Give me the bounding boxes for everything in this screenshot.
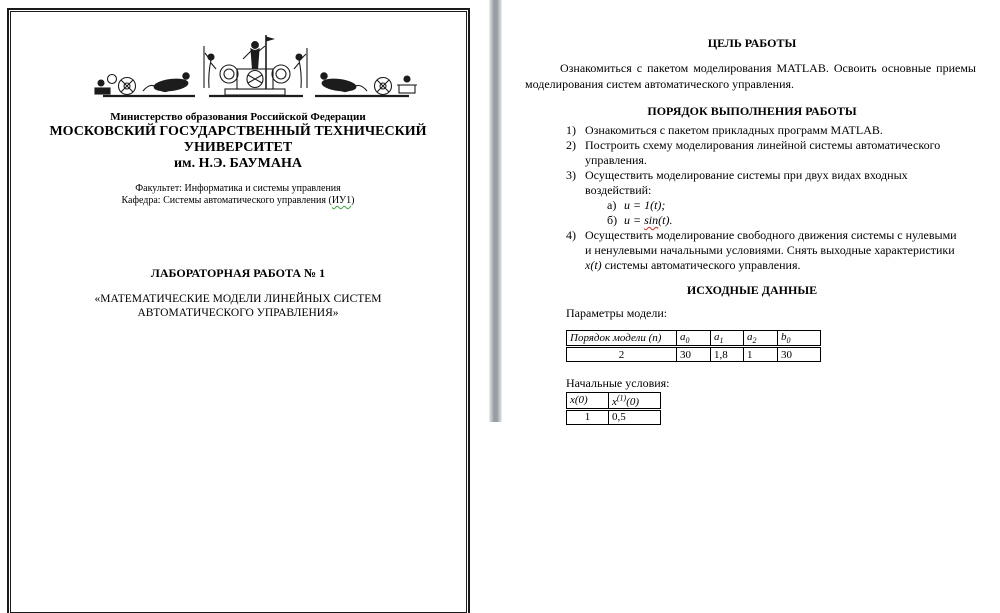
faculty-department-block xyxy=(12,183,464,207)
list-item xyxy=(566,123,960,138)
list-subitem xyxy=(607,213,960,228)
list-item-number: 4) xyxy=(566,228,576,242)
list-item xyxy=(566,138,960,168)
list-item-number: 3) xyxy=(566,168,576,182)
input-signal-formula xyxy=(624,213,672,227)
faculty-line: Факультет: Информатика и системы управления xyxy=(135,183,341,194)
department-code-grammar-flag: ИУ1 xyxy=(331,195,352,206)
list-item xyxy=(566,168,960,198)
lab-work-subtitle-line1: «МАТЕМАТИЧЕСКИЕ МОДЕЛИ ЛИНЕЙНЫХ СИСТЕМ xyxy=(94,293,382,305)
table-cell: 1 xyxy=(744,347,778,362)
initial-data-heading: ИСХОДНЫЕ ДАННЫЕ xyxy=(686,283,818,297)
table-header-cell xyxy=(567,331,677,347)
table-header-cell xyxy=(711,331,744,347)
university-emblem-icon xyxy=(85,33,425,107)
list-item xyxy=(566,228,960,273)
ministry-line: Министерство образования Российской Федерации xyxy=(110,111,366,123)
department-line xyxy=(12,195,464,207)
table-cell: 1 xyxy=(567,409,609,424)
lab-work-subtitle-line2: АВТОМАТИЧЕСКОГО УПРАВЛЕНИЯ» xyxy=(137,306,339,319)
header-x1-0: $x^{(1)}(0)$ xyxy=(612,393,640,408)
table-header-cell xyxy=(677,331,711,347)
department-text-post: ) xyxy=(351,195,355,206)
table-header-cell xyxy=(778,331,821,347)
model-parameters-table xyxy=(566,330,821,362)
title-page xyxy=(0,0,489,422)
output-signal-formula: x(t) xyxy=(585,258,602,272)
subitem-letter: б) xyxy=(607,213,618,227)
table-header-row xyxy=(567,393,661,410)
table-cell: 2 xyxy=(567,347,677,362)
list-item-number: 2) xyxy=(566,138,576,152)
lab-work-subtitle xyxy=(12,293,464,320)
header-a0: $a_0$ xyxy=(680,331,690,346)
formula-post: (t). xyxy=(658,213,673,227)
header-model-order: Порядок модели (n) xyxy=(570,332,662,345)
table-header-cell xyxy=(744,331,778,347)
header-x0: x(0) xyxy=(570,394,588,407)
table-cell: 30 xyxy=(677,347,711,362)
content-page xyxy=(502,0,1000,422)
list-item-text: Осуществить моделирование системы при двух видах входных воздействий: xyxy=(585,168,908,197)
table-row xyxy=(567,347,821,362)
department-text-pre: Кафедра: Системы автоматического управления ( xyxy=(121,195,332,206)
header-a1: $a_1$ xyxy=(714,331,724,346)
table-cell: 30 xyxy=(778,347,821,362)
subitem-letter: а) xyxy=(607,198,617,212)
table-cell: 1,8 xyxy=(711,347,744,362)
page-gap xyxy=(489,0,502,422)
table-header-row xyxy=(567,331,821,347)
item4-text-after: системы автоматического управления. xyxy=(601,258,801,272)
table-header-cell xyxy=(609,393,661,410)
university-name-line1: МОСКОВСКИЙ ГОСУДАРСТВЕННЫЙ ТЕХНИЧЕСКИЙ xyxy=(49,124,427,139)
input-signal-formula: u = 1(t); xyxy=(624,198,666,212)
initial-conditions-table xyxy=(566,392,661,425)
formula-pre: u = xyxy=(624,213,645,227)
university-name-line3: им. Н.Э. БАУМАНА xyxy=(173,156,303,171)
procedure-list xyxy=(566,123,960,273)
university-name xyxy=(12,124,464,172)
header-a2: $a_2$ xyxy=(747,331,757,346)
lab-work-title: ЛАБОРАТОРНАЯ РАБОТА № 1 xyxy=(150,266,326,280)
procedure-heading: ПОРЯДОК ВЫПОЛНЕНИЯ РАБОТЫ xyxy=(647,104,857,118)
header-b0: $b_0$ xyxy=(781,331,791,346)
list-subitem xyxy=(607,198,960,213)
initial-conditions-label: Начальные условия: xyxy=(566,376,670,390)
item4-text-before: Осуществить моделирование свободного движения системы с нулевыми и ненулевыми начальными условиями. Снять выходные характеристики xyxy=(585,228,957,257)
university-name-line2: УНИВЕРСИТЕТ xyxy=(183,140,293,155)
goal-paragraph: Ознакомиться с пакетом моделирования MATLAB. Освоить основные приемы моделирования систем автоматического управления. xyxy=(525,61,976,91)
misspelled-word-sin: sin xyxy=(644,213,659,227)
table-header-cell xyxy=(567,393,609,410)
list-item-text: Построить схему моделирования линейной системы автоматического управления. xyxy=(585,138,941,167)
model-parameters-label: Параметры модели: xyxy=(566,306,668,320)
goal-heading: ЦЕЛЬ РАБОТЫ xyxy=(707,36,797,50)
list-item-text xyxy=(585,228,957,272)
list-item-text: Ознакомиться с пакетом прикладных программ MATLAB. xyxy=(585,123,883,137)
list-item-number: 1) xyxy=(566,123,576,137)
table-cell: 0,5 xyxy=(609,409,661,424)
